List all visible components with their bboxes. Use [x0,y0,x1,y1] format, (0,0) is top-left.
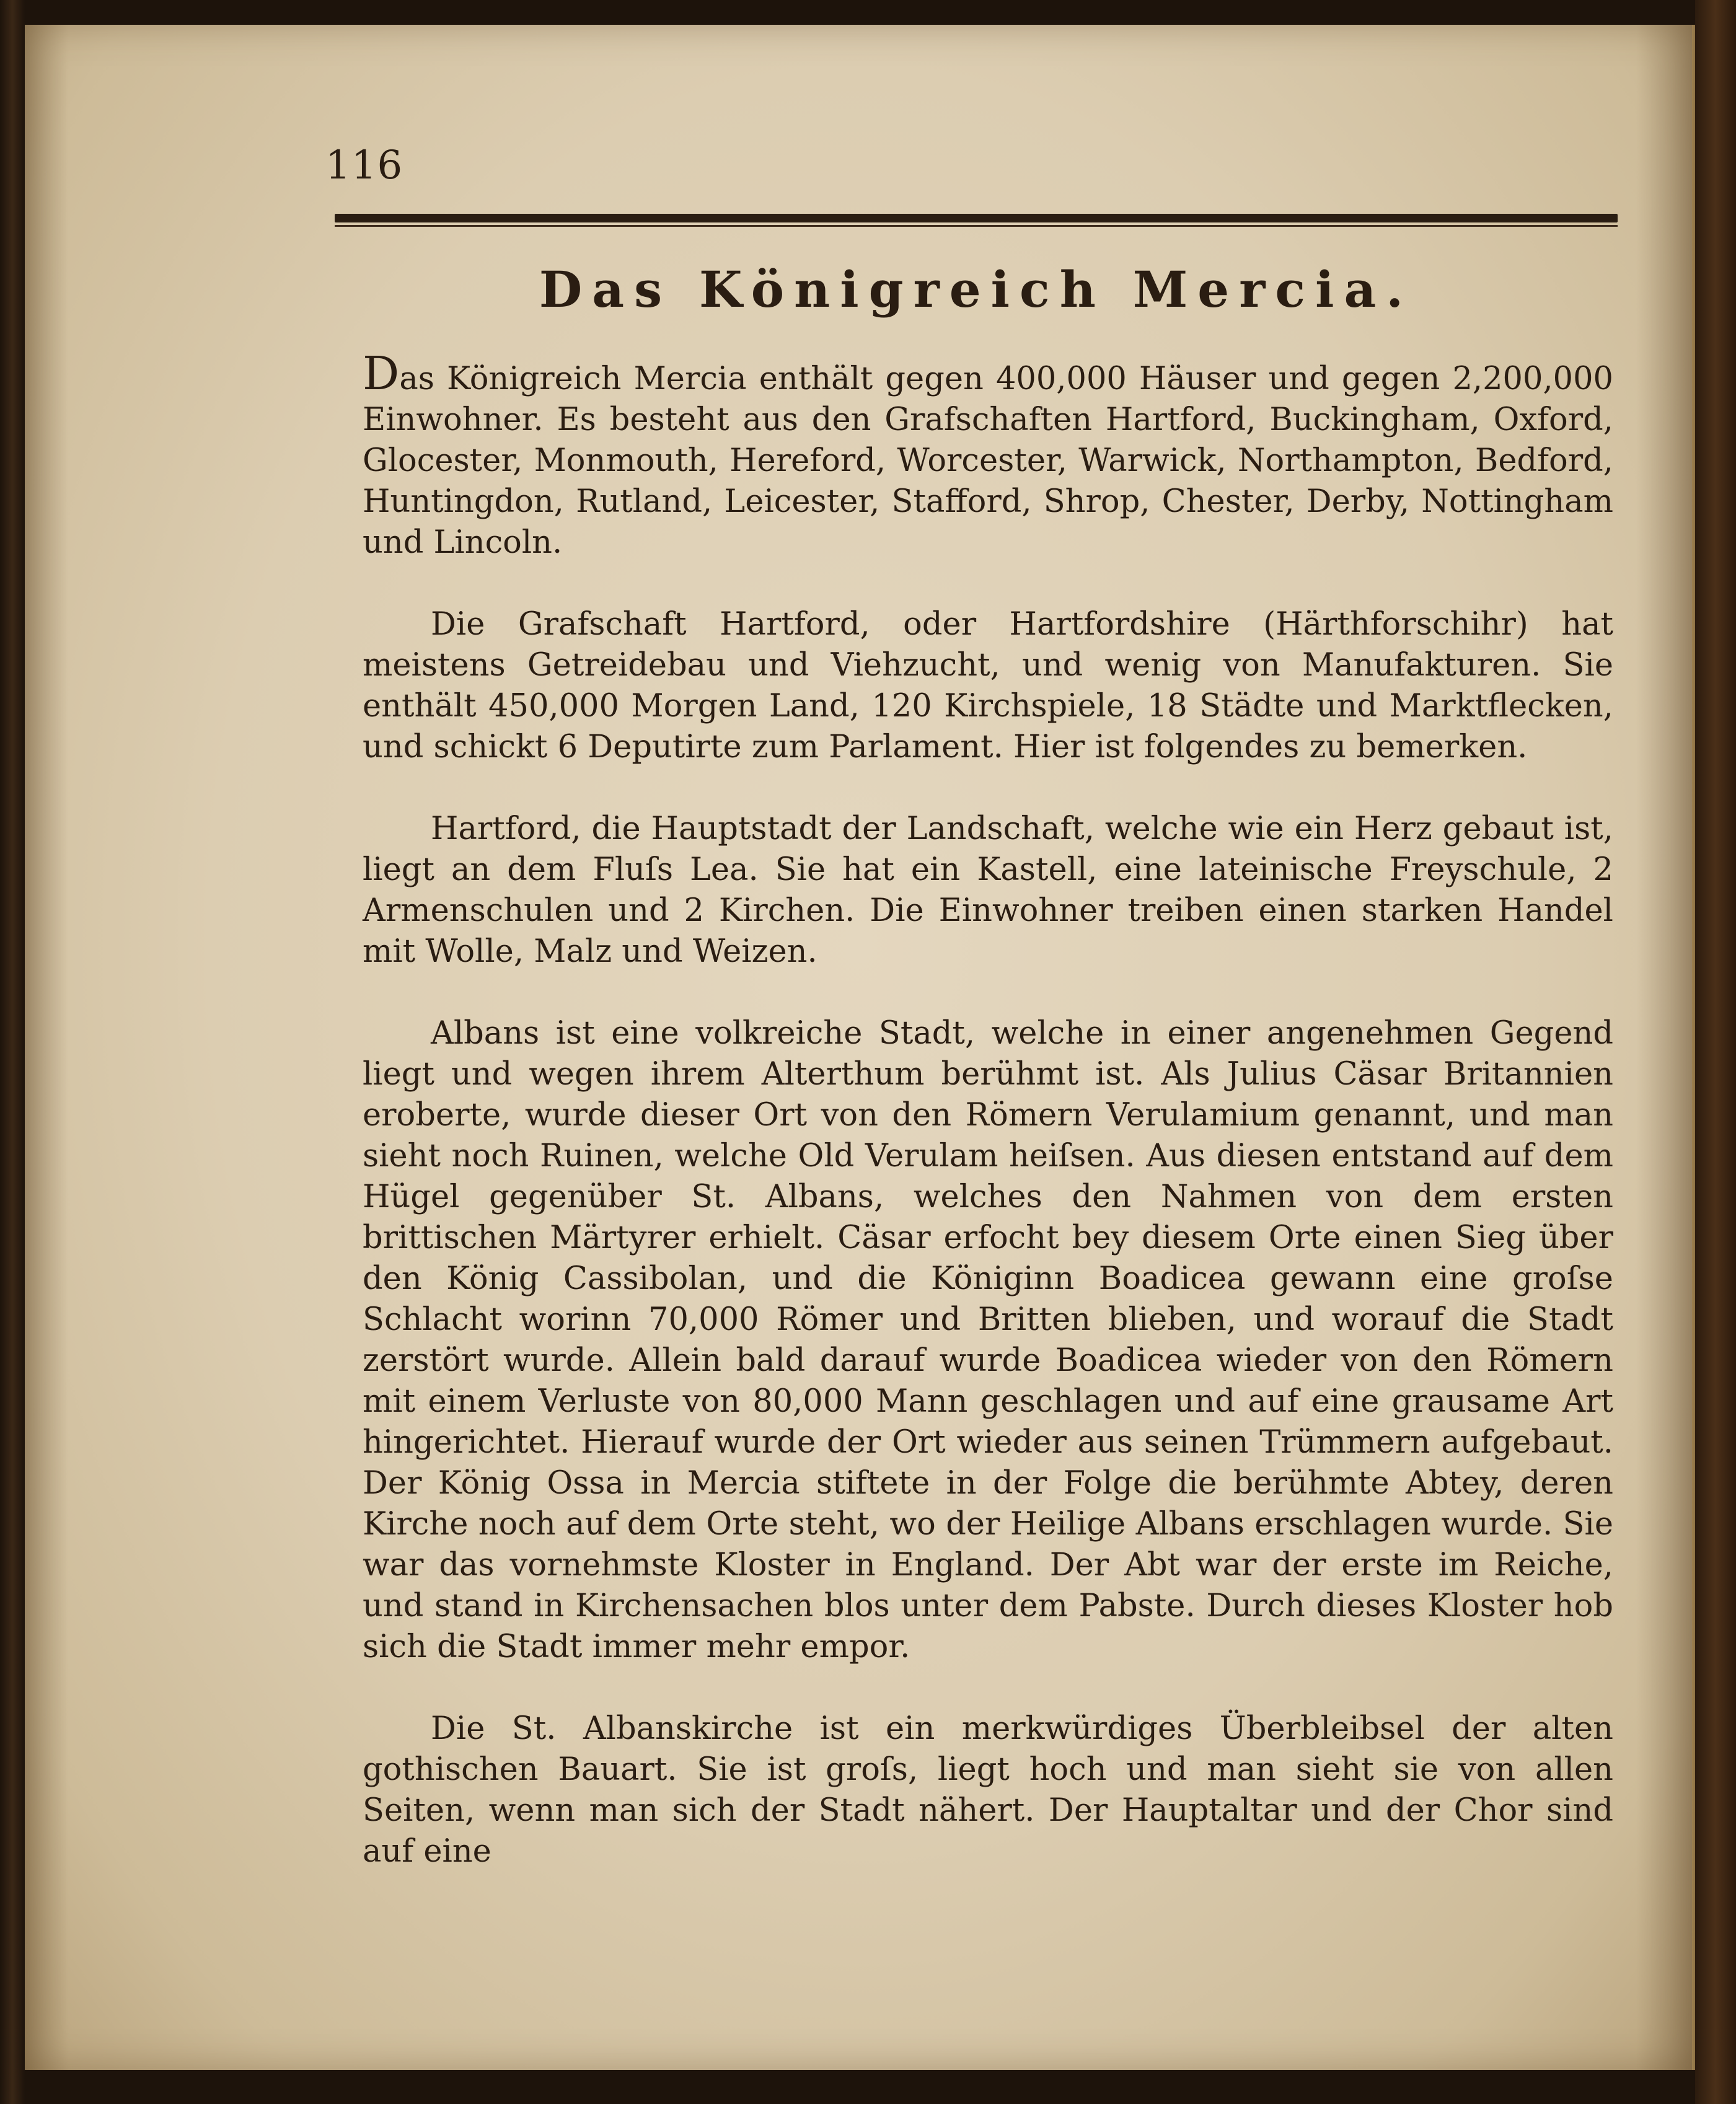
header-rule-thin [335,225,1618,227]
paragraph-1-text: as Königreich Mercia enthält gegen 400,000 Häuser und gegen 2,200,000 Einwohner. Es besteht aus den Grafschaften Hartford, Buckingham, Oxford, Glocester, Monmouth, Hereford, Worcester, Warwick, Northampton, Bedford, Huntingdon, Rutland, Leicester, Stafford, Shrop, Chester, Derby, Nottingham und Lincoln. [363,361,1613,561]
chapter-title: Das Königreich Mercia. [539,260,1414,319]
paragraph-3: Hartford, die Hauptstadt der Landschaft, welche wie ein Herz gebaut ist, liegt an dem Fluſs Lea. Sie hat ein Kastell, eine lateinische Freyschule, 2 Armenschulen und 2 Kirchen. Die Einwohner treiben einen starken Handel mit Wolle, Malz und Weizen. [363,811,1613,970]
paragraph-2: Die Grafschaft Hartford, oder Hartfordshire (Härthforschihr) hat meistens Getreidebau und Viehzucht, und wenig von Manufakturen. Sie enthält 450,000 Morgen Land, 120 Kirchspiele, 18 Städte und Marktflecken, und schickt 6 Deputirte zum Parlament. Hier ist folgendes zu bemerken. [363,606,1613,765]
paragraph-4: Albans ist eine volkreiche Stadt, welche in einer angenehmen Gegend liegt und wegen ihrem Alterthum berühmt ist. Als Julius Cäsar Britannien eroberte, wurde dieser Ort von den Römern Verulamium genannt, und man sieht noch Ruinen, welche Old Verulam heiſsen. Aus diesen entstand auf dem Hügel gegenüber St. Albans, welches den Nahmen von dem ersten brittischen Märtyrer erhielt. Cäsar erfocht bey diesem Orte einen Sieg über den König Cassibolan, und die Königinn Boadicea gewann eine groſse Schlacht worinn 70,000 Römer und Britten blieben, und worauf die Stadt zerstört wurde. Allein bald darauf wurde Boadicea wieder von den Römern mit einem Verluste von 80,000 Mann geschlagen und auf eine grausame Art hingerichtet. Hierauf wurde der Ort wieder aus seinen Trümmern aufgebaut. Der König Ossa in Mercia stiftete in der Folge die berühmte Abtey, deren Kirche noch auf dem Orte steht, wo der Heilige Albans erschlagen wurde. Sie war das vornehmste Kloster in England. Der Abt war der erste im Reiche, und stand in Kirchensachen blos unter dem Pabste. Durch dieses Kloster hob sich die Stadt immer mehr empor. [363,1015,1613,1665]
initial-letter: D [363,347,400,400]
page-number: 116 [325,143,403,188]
header-rule [335,214,1618,222]
paragraph-5: Die St. Albanskirche ist ein merkwürdiges Überbleibsel der alten gothischen Bauart. Sie ist groſs, liegt hoch und man sieht sie von allen Seiten, wenn man sich der Stadt nähert. Der Hauptaltar und der Chor sind auf eine [363,1710,1613,1870]
paragraph-1 [363,347,1613,563]
body-text [363,347,1613,1872]
